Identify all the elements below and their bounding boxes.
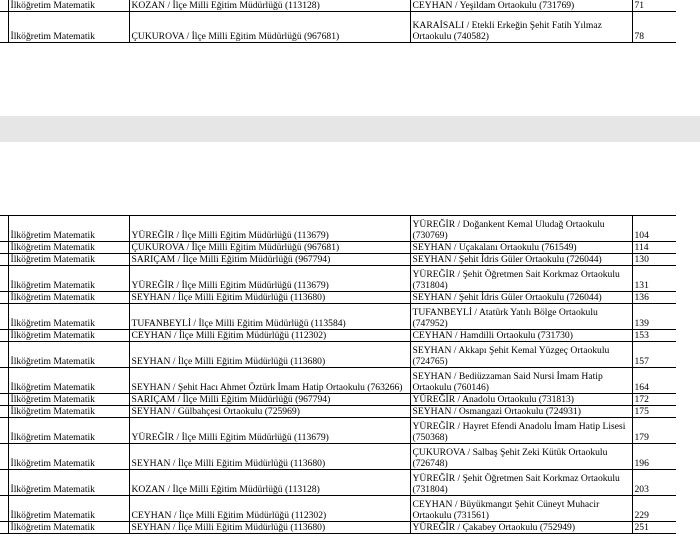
page-bottom-sheet bbox=[0, 142, 700, 541]
program-cell: İlköğretim Matematik bbox=[8, 292, 129, 304]
origin-cell: YÜREĞİR / İlçe Milli Eğitim Müdürlüğü (113679) bbox=[129, 418, 410, 444]
row-margin-cell bbox=[0, 216, 8, 242]
score-cell: 114 bbox=[632, 242, 676, 254]
table-row bbox=[0, 444, 676, 470]
target-cell: YÜREĞİR / Şehit Öğretmen Sait Korkmaz Ortaokulu (731804) bbox=[410, 470, 632, 496]
row-margin-cell bbox=[0, 368, 8, 394]
program-cell: İlköğretim Matematik bbox=[8, 254, 129, 266]
row-margin-cell bbox=[0, 444, 8, 470]
page-separator bbox=[0, 116, 700, 142]
program-cell: İlköğretim Matematik bbox=[8, 394, 129, 406]
target-cell: ÇUKUROVA / Salbaş Şehit Zeki Kütük Ortaokulu (726748) bbox=[410, 444, 632, 470]
origin-cell: YÜREĞİR / İlçe Milli Eğitim Müdürlüğü (113679) bbox=[129, 216, 410, 242]
program-cell: İlköğretim Matematik bbox=[8, 242, 129, 254]
table-row bbox=[0, 368, 676, 394]
row-margin-cell bbox=[0, 342, 8, 368]
row-margin-cell bbox=[0, 496, 8, 522]
program-cell: İlköğretim Matematik bbox=[8, 368, 129, 394]
score-cell: 131 bbox=[632, 266, 676, 292]
target-cell: YÜREĞİR / Çakabey Ortaokulu (752949) bbox=[410, 522, 632, 534]
origin-cell: KOZAN / İlçe Milli Eğitim Müdürlüğü (113128) bbox=[129, 0, 410, 12]
score-cell: 172 bbox=[632, 394, 676, 406]
assignment-table-top bbox=[0, 0, 676, 43]
program-cell: İlköğretim Matematik bbox=[8, 496, 129, 522]
row-margin-cell bbox=[0, 394, 8, 406]
table-row bbox=[0, 470, 676, 496]
target-cell: TUFANBEYLİ / Atatürk Yatılı Bölge Ortaokulu (747952) bbox=[410, 304, 632, 330]
program-cell: İlköğretim Matematik bbox=[8, 12, 129, 43]
program-cell: İlköğretim Matematik bbox=[8, 0, 129, 12]
target-cell: CEYHAN / Hamdilli Ortaokulu (731730) bbox=[410, 330, 632, 342]
program-cell: İlköğretim Matematik bbox=[8, 304, 129, 330]
target-cell: YÜREĞİR / Hayret Efendi Anadolu İmam Hatip Lisesi (750368) bbox=[410, 418, 632, 444]
table-row bbox=[0, 394, 676, 406]
score-cell: 153 bbox=[632, 330, 676, 342]
target-cell: SEYHAN / Uçakalanı Ortaokulu (761549) bbox=[410, 242, 632, 254]
origin-cell: ÇUKUROVA / İlçe Milli Eğitim Müdürlüğü (967681) bbox=[129, 242, 410, 254]
target-cell: CEYHAN / Büyükmangıt Şehit Cüneyt Muhacir Ortaokulu (731561) bbox=[410, 496, 632, 522]
score-cell: 157 bbox=[632, 342, 676, 368]
target-cell: SEYHAN / Bediüzzaman Said Nursi İmam Hatip Ortaokulu (760146) bbox=[410, 368, 632, 394]
row-margin-cell bbox=[0, 470, 8, 496]
page-top-sheet bbox=[0, 0, 700, 116]
origin-cell: CEYHAN / İlçe Milli Eğitim Müdürlüğü (112302) bbox=[129, 496, 410, 522]
target-cell: YÜREĞİR / Anadolu Ortaokulu (731813) bbox=[410, 394, 632, 406]
program-cell: İlköğretim Matematik bbox=[8, 406, 129, 418]
table-row bbox=[0, 266, 676, 292]
table-row bbox=[0, 342, 676, 368]
target-cell: KARAİSALI / Etekli Erkeğin Şehit Fatih Yılmaz Ortaokulu (740582) bbox=[410, 12, 632, 43]
score-cell: 139 bbox=[632, 304, 676, 330]
table-row bbox=[0, 330, 676, 342]
target-cell: SEYHAN / Akkapı Şehit Kemal Yüzgeç Ortaokulu (724765) bbox=[410, 342, 632, 368]
program-cell: İlköğretim Matematik bbox=[8, 418, 129, 444]
score-cell: 175 bbox=[632, 406, 676, 418]
row-margin-cell bbox=[0, 522, 8, 534]
program-cell: İlköğretim Matematik bbox=[8, 444, 129, 470]
score-cell: 136 bbox=[632, 292, 676, 304]
score-cell: 78 bbox=[632, 12, 676, 43]
origin-cell: ÇUKUROVA / İlçe Milli Eğitim Müdürlüğü (967681) bbox=[129, 12, 410, 43]
table-row bbox=[0, 216, 676, 242]
row-margin-cell bbox=[0, 330, 8, 342]
target-cell: SEYHAN / Şehit İdris Güler Ortaokulu (726044) bbox=[410, 292, 632, 304]
row-margin-cell bbox=[0, 406, 8, 418]
row-margin-cell bbox=[0, 304, 8, 330]
table-row bbox=[0, 12, 676, 43]
row-margin-cell bbox=[0, 12, 8, 43]
row-margin-cell bbox=[0, 0, 8, 12]
row-margin-cell bbox=[0, 418, 8, 444]
program-cell: İlköğretim Matematik bbox=[8, 470, 129, 496]
target-cell: YÜREĞİR / Şehit Öğretmen Sait Korkmaz Ortaokulu (731804) bbox=[410, 266, 632, 292]
origin-cell: KOZAN / İlçe Milli Eğitim Müdürlüğü (113128) bbox=[129, 470, 410, 496]
origin-cell: SEYHAN / Şehit Hacı Ahmet Öztürk İmam Hatip Ortaokulu (763266) bbox=[129, 368, 410, 394]
score-cell: 229 bbox=[632, 496, 676, 522]
origin-cell: SEYHAN / Gülbahçesi Ortaokulu (725969) bbox=[129, 406, 410, 418]
row-margin-cell bbox=[0, 254, 8, 266]
score-cell: 71 bbox=[632, 0, 676, 12]
score-cell: 196 bbox=[632, 444, 676, 470]
origin-cell: SEYHAN / İlçe Milli Eğitim Müdürlüğü (113680) bbox=[129, 342, 410, 368]
program-cell: İlköğretim Matematik bbox=[8, 216, 129, 242]
origin-cell: SEYHAN / İlçe Milli Eğitim Müdürlüğü (113680) bbox=[129, 444, 410, 470]
target-cell: SEYHAN / Osmangazi Ortaokulu (724931) bbox=[410, 406, 632, 418]
target-cell: SEYHAN / Şehit İdris Güler Ortaokulu (726044) bbox=[410, 254, 632, 266]
target-cell: CEYHAN / Yeşildam Ortaokulu (731769) bbox=[410, 0, 632, 12]
score-cell: 130 bbox=[632, 254, 676, 266]
origin-cell: SARIÇAM / İlçe Milli Eğitim Müdürlüğü (967794) bbox=[129, 394, 410, 406]
table-row bbox=[0, 254, 676, 266]
row-margin-cell bbox=[0, 266, 8, 292]
program-cell: İlköğretim Matematik bbox=[8, 342, 129, 368]
table-row bbox=[0, 0, 676, 12]
origin-cell: CEYHAN / İlçe Milli Eğitim Müdürlüğü (112302) bbox=[129, 330, 410, 342]
origin-cell: SARIÇAM / İlçe Milli Eğitim Müdürlüğü (967794) bbox=[129, 254, 410, 266]
score-cell: 179 bbox=[632, 418, 676, 444]
score-cell: 251 bbox=[632, 522, 676, 534]
program-cell: İlköğretim Matematik bbox=[8, 266, 129, 292]
table-row bbox=[0, 242, 676, 254]
table-row bbox=[0, 406, 676, 418]
origin-cell: TUFANBEYLİ / İlçe Milli Eğitim Müdürlüğü (113584) bbox=[129, 304, 410, 330]
origin-cell: YÜREĞİR / İlçe Milli Eğitim Müdürlüğü (113679) bbox=[129, 266, 410, 292]
assignment-table-bottom bbox=[0, 215, 676, 534]
table-row bbox=[0, 522, 676, 534]
program-cell: İlköğretim Matematik bbox=[8, 330, 129, 342]
table-row bbox=[0, 304, 676, 330]
target-cell: YÜREĞİR / Doğankent Kemal Uludağ Ortaokulu (730769) bbox=[410, 216, 632, 242]
table-row bbox=[0, 418, 676, 444]
row-margin-cell bbox=[0, 242, 8, 254]
table-row bbox=[0, 292, 676, 304]
score-cell: 104 bbox=[632, 216, 676, 242]
row-margin-cell bbox=[0, 292, 8, 304]
origin-cell: SEYHAN / İlçe Milli Eğitim Müdürlüğü (113680) bbox=[129, 292, 410, 304]
origin-cell: SEYHAN / İlçe Milli Eğitim Müdürlüğü (113680) bbox=[129, 522, 410, 534]
score-cell: 203 bbox=[632, 470, 676, 496]
table-row bbox=[0, 496, 676, 522]
program-cell: İlköğretim Matematik bbox=[8, 522, 129, 534]
score-cell: 164 bbox=[632, 368, 676, 394]
